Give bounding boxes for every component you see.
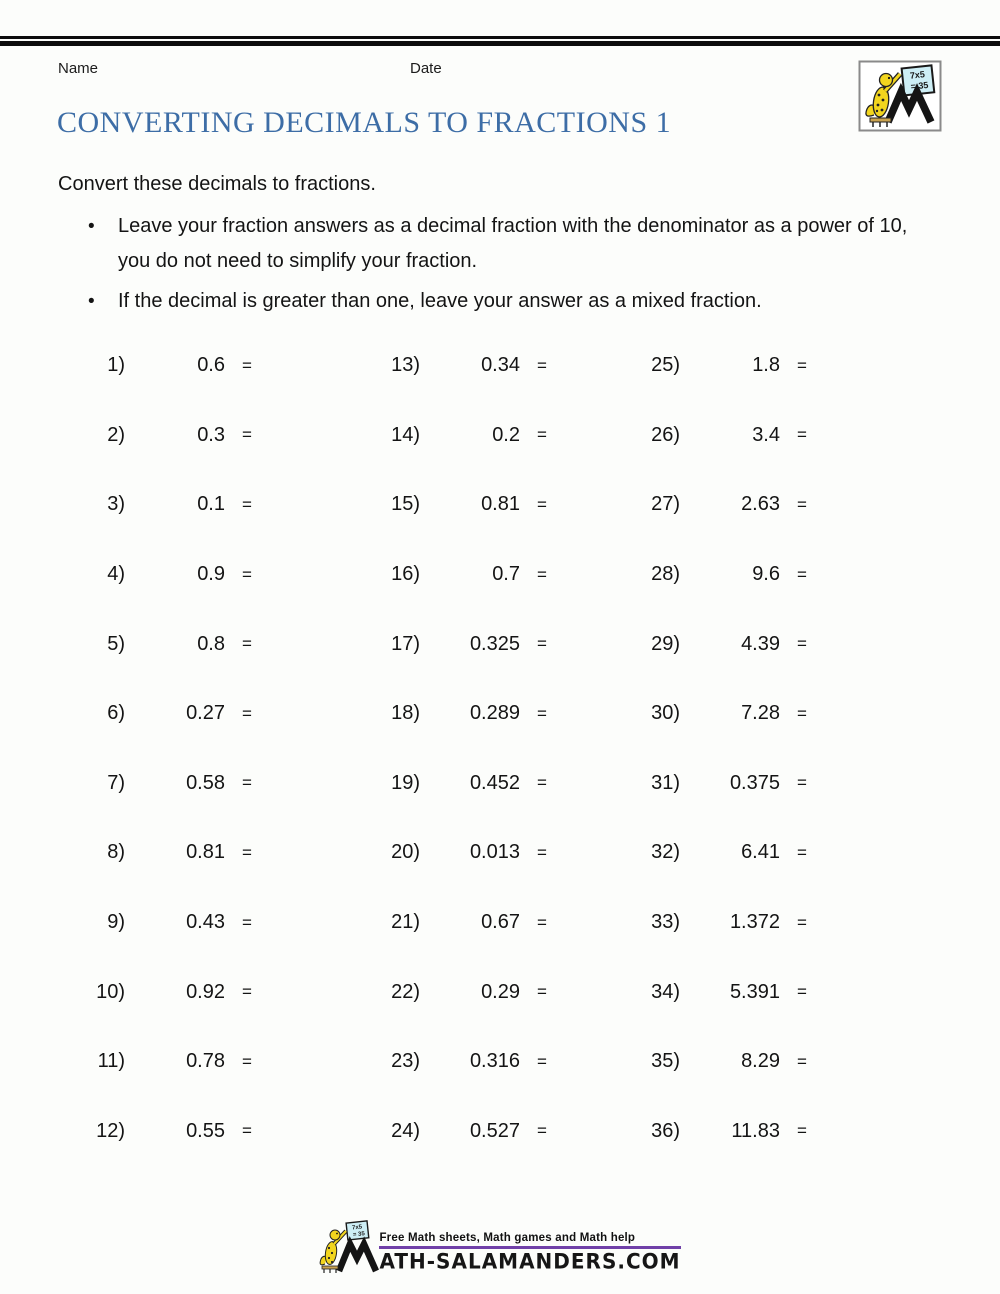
problem-row <box>355 401 547 471</box>
equals-sign: = <box>537 355 547 375</box>
footer-wordmark: ATH-SALAMANDERS.COM <box>379 1248 681 1274</box>
problem-number: 20) <box>391 841 420 864</box>
problem-value: 0.81 <box>186 841 225 864</box>
equals-sign: = <box>242 564 252 584</box>
problem-number: 15) <box>391 493 420 516</box>
problem-number: 4) <box>107 563 125 586</box>
instruction-item <box>88 284 938 319</box>
equals-sign: = <box>537 564 547 584</box>
problem-value: 0.78 <box>186 1050 225 1073</box>
problem-value: 2.63 <box>741 493 780 516</box>
svg-text:7x5: 7x5 <box>909 69 926 81</box>
date-label: Date <box>410 60 442 77</box>
problem-value: 0.375 <box>729 771 780 794</box>
problem-row <box>355 1027 547 1097</box>
problem-row <box>355 749 547 819</box>
problem-value: 0.58 <box>186 771 225 794</box>
equals-sign: = <box>797 1051 807 1071</box>
problem-row <box>615 540 807 610</box>
equals-sign: = <box>242 494 252 514</box>
problem-number: 27) <box>651 493 680 516</box>
problem-number: 14) <box>391 423 420 446</box>
problem-value: 8.29 <box>741 1050 780 1073</box>
equals-sign: = <box>797 773 807 793</box>
problem-row <box>355 609 547 679</box>
problem-row <box>355 540 547 610</box>
problem-row <box>60 888 252 958</box>
equals-sign: = <box>242 1121 252 1141</box>
problem-row <box>60 331 252 401</box>
problem-number: 22) <box>391 980 420 1003</box>
problem-value: 0.316 <box>469 1050 520 1073</box>
problem-row <box>60 470 252 540</box>
name-label: Name <box>58 60 99 77</box>
problem-number: 16) <box>391 563 420 586</box>
problem-value: 0.6 <box>197 354 225 377</box>
problem-value: 0.81 <box>481 493 520 516</box>
equals-sign: = <box>797 912 807 932</box>
problem-number: 25) <box>651 354 680 377</box>
equals-sign: = <box>797 634 807 654</box>
problem-row <box>355 331 547 401</box>
problem-value: 0.452 <box>469 771 520 794</box>
equals-sign: = <box>797 425 807 445</box>
problem-row <box>60 1097 252 1167</box>
problem-number: 36) <box>651 1119 680 1142</box>
problem-number: 26) <box>651 423 680 446</box>
problem-row <box>615 401 807 471</box>
problem-number: 24) <box>391 1119 420 1142</box>
problem-row <box>60 1027 252 1097</box>
equals-sign: = <box>537 703 547 723</box>
problem-value: 0.34 <box>481 354 520 377</box>
equals-sign: = <box>242 912 252 932</box>
problem-value: 1.372 <box>729 911 780 934</box>
equals-sign: = <box>537 912 547 932</box>
problem-number: 10) <box>96 980 125 1003</box>
instruction-text: If the decimal is greater than one, leave your answer as a mixed fraction. <box>118 290 762 312</box>
footer-branding <box>319 1220 680 1274</box>
problem-value: 0.43 <box>186 911 225 934</box>
problem-number: 31) <box>651 771 680 794</box>
problem-value: 5.391 <box>729 980 780 1003</box>
problem-row <box>60 818 252 888</box>
problem-number: 3) <box>107 493 125 516</box>
instruction-item <box>88 209 938 279</box>
problem-number: 13) <box>391 354 420 377</box>
problem-value: 9.6 <box>752 563 780 586</box>
problem-value: 6.41 <box>741 841 780 864</box>
equals-sign: = <box>537 1051 547 1071</box>
footer-salamander-logo <box>319 1220 385 1274</box>
equals-sign: = <box>537 634 547 654</box>
footer <box>0 1220 1000 1274</box>
svg-text:= 35: = 35 <box>910 79 929 92</box>
equals-sign: = <box>242 425 252 445</box>
problem-row <box>355 888 547 958</box>
equals-sign: = <box>242 982 252 1002</box>
math-salamanders-logo <box>858 60 942 132</box>
problem-row <box>615 957 807 1027</box>
equals-sign: = <box>797 1121 807 1141</box>
problem-row <box>615 679 807 749</box>
problem-number: 17) <box>391 632 420 655</box>
equals-sign: = <box>797 982 807 1002</box>
problem-value: 0.1 <box>197 493 225 516</box>
svg-text:7x5: 7x5 <box>352 1224 363 1232</box>
problem-row <box>60 679 252 749</box>
problem-row <box>60 540 252 610</box>
problem-row <box>615 609 807 679</box>
equals-sign: = <box>242 842 252 862</box>
problem-row <box>60 609 252 679</box>
problem-number: 8) <box>107 841 125 864</box>
problem-value: 0.29 <box>481 980 520 1003</box>
problems-column-2 <box>355 331 547 1166</box>
problem-row <box>615 888 807 958</box>
equals-sign: = <box>797 494 807 514</box>
problem-value: 0.7 <box>492 563 520 586</box>
problem-row <box>615 818 807 888</box>
equals-sign: = <box>537 494 547 514</box>
problem-value: 7.28 <box>741 702 780 725</box>
problem-number: 7) <box>107 771 125 794</box>
problem-row <box>60 749 252 819</box>
problem-row <box>615 1027 807 1097</box>
equals-sign: = <box>797 703 807 723</box>
bullet-icon: • <box>88 216 95 237</box>
problem-number: 18) <box>391 702 420 725</box>
problem-number: 33) <box>651 911 680 934</box>
equals-sign: = <box>537 425 547 445</box>
problem-value: 0.67 <box>481 911 520 934</box>
equals-sign: = <box>242 355 252 375</box>
problem-number: 21) <box>391 911 420 934</box>
equals-sign: = <box>242 703 252 723</box>
problem-value: 0.92 <box>186 980 225 1003</box>
problem-row <box>615 1097 807 1167</box>
instructions-intro: Convert these decimals to fractions. <box>58 173 376 195</box>
problem-value: 0.8 <box>197 632 225 655</box>
problem-number: 35) <box>651 1050 680 1073</box>
equals-sign: = <box>242 634 252 654</box>
m-icon <box>339 1244 376 1271</box>
problem-value: 0.2 <box>492 423 520 446</box>
problem-row <box>355 1097 547 1167</box>
equals-sign: = <box>242 1051 252 1071</box>
problem-number: 6) <box>107 702 125 725</box>
equals-sign: = <box>537 1121 547 1141</box>
problem-value: 3.4 <box>752 423 780 446</box>
problem-row <box>355 679 547 749</box>
problem-value: 11.83 <box>731 1119 780 1142</box>
problem-row <box>355 957 547 1027</box>
problem-number: 28) <box>651 563 680 586</box>
problem-number: 19) <box>391 771 420 794</box>
footer-text-block <box>379 1232 680 1274</box>
equals-sign: = <box>537 982 547 1002</box>
problem-number: 23) <box>391 1050 420 1073</box>
problem-number: 12) <box>96 1119 125 1142</box>
problems-grid <box>0 331 1000 1171</box>
problem-value: 4.39 <box>741 632 780 655</box>
problem-row <box>355 818 547 888</box>
problem-row <box>615 331 807 401</box>
problem-number: 34) <box>651 980 680 1003</box>
equals-sign: = <box>797 564 807 584</box>
equals-sign: = <box>797 842 807 862</box>
problem-number: 1) <box>107 354 125 377</box>
instruction-text: Leave your fraction answers as a decimal fraction with the denominator as a power of 10, you do not need to simplify your fraction. <box>118 215 908 272</box>
problem-number: 2) <box>107 423 125 446</box>
problem-row <box>355 470 547 540</box>
equals-sign: = <box>797 355 807 375</box>
problem-number: 5) <box>107 632 125 655</box>
instructions-list <box>88 209 938 324</box>
problem-value: 0.289 <box>469 702 520 725</box>
problems-column-1 <box>60 331 252 1166</box>
problem-number: 30) <box>651 702 680 725</box>
problems-column-3 <box>615 331 807 1166</box>
problem-value: 1.8 <box>752 354 780 377</box>
problem-value: 0.3 <box>197 423 225 446</box>
equals-sign: = <box>537 842 547 862</box>
equals-sign: = <box>537 773 547 793</box>
problem-value: 0.55 <box>186 1119 225 1142</box>
problem-number: 32) <box>651 841 680 864</box>
problem-value: 0.013 <box>469 841 520 864</box>
problem-value: 0.27 <box>186 702 225 725</box>
equals-sign: = <box>242 773 252 793</box>
problem-number: 11) <box>97 1050 125 1073</box>
top-divider-bar <box>0 36 1000 46</box>
page-title: CONVERTING DECIMALS TO FRACTIONS 1 <box>57 106 672 139</box>
problem-row <box>615 749 807 819</box>
bullet-icon: • <box>88 291 95 312</box>
problem-row <box>60 957 252 1027</box>
problem-row <box>615 470 807 540</box>
svg-text:= 35: = 35 <box>353 1231 366 1239</box>
problem-row <box>60 401 252 471</box>
problem-number: 29) <box>651 632 680 655</box>
problem-value: 0.325 <box>469 632 520 655</box>
problem-value: 0.9 <box>197 563 225 586</box>
problem-value: 0.527 <box>469 1119 520 1142</box>
problem-number: 9) <box>107 911 125 934</box>
footer-tagline: Free Math sheets, Math games and Math help <box>379 1232 636 1244</box>
